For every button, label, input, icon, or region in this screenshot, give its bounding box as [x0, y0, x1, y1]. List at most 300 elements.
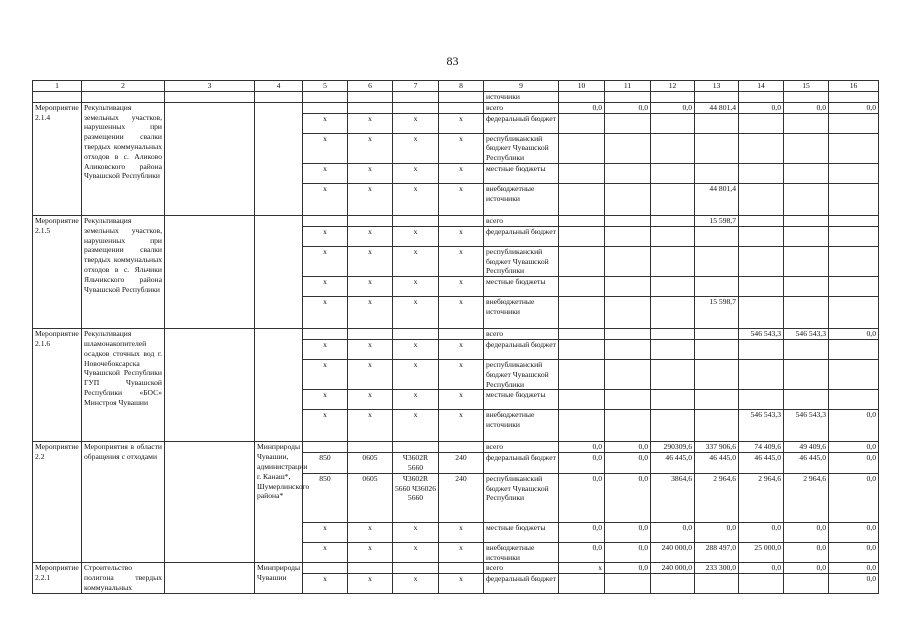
- funding-source-cell: всего: [484, 329, 559, 340]
- value-cell-c12: [651, 163, 695, 183]
- value-cell-c7: x: [393, 277, 439, 297]
- value-cell-c13: 44 801,4: [695, 102, 739, 113]
- value-cell-c8: x: [439, 339, 484, 359]
- value-cell-c15: 0,0: [784, 102, 829, 113]
- empty-cell: [695, 92, 739, 103]
- column-number-11: 11: [605, 81, 651, 92]
- value-cell-c7: x: [393, 410, 439, 442]
- value-cell-c16: [829, 297, 879, 329]
- value-cell-c11: [605, 163, 651, 183]
- empty-cell: [605, 92, 651, 103]
- value-cell-c16: [829, 113, 879, 133]
- value-cell-c6: x: [348, 226, 393, 246]
- funding-source-cell: всего: [484, 215, 559, 226]
- value-cell-c8: x: [439, 277, 484, 297]
- value-cell-c7: x: [393, 163, 439, 183]
- funding-source-cell: республиканский бюджет Чувашской Республики: [484, 133, 559, 163]
- value-cell-c13: [695, 246, 739, 276]
- value-cell-c5: x: [303, 133, 348, 163]
- value-cell-c8: x: [439, 359, 484, 389]
- value-cell-c5: x: [303, 277, 348, 297]
- value-cell-c6: x: [348, 133, 393, 163]
- value-cell-c16: [829, 215, 879, 226]
- value-cell-c15: [784, 113, 829, 133]
- value-cell-c13: 337 906,6: [695, 442, 739, 453]
- value-cell-c8: x: [439, 133, 484, 163]
- value-cell-c13: [695, 390, 739, 410]
- value-cell-c10: [559, 410, 605, 442]
- value-cell-c11: [605, 297, 651, 329]
- column-number-8: 8: [439, 81, 484, 92]
- value-cell-c8: x: [439, 390, 484, 410]
- value-cell-c5: x: [303, 390, 348, 410]
- value-cell-c12: [651, 113, 695, 133]
- value-cell-c8: [439, 442, 484, 453]
- value-cell-c10: [559, 183, 605, 215]
- value-cell-c6: [348, 329, 393, 340]
- value-cell-c7: x: [393, 522, 439, 542]
- value-cell-c14: 0,0: [739, 102, 784, 113]
- value-cell-c15: [784, 246, 829, 276]
- value-cell-c14: [739, 359, 784, 389]
- value-cell-c10: [559, 339, 605, 359]
- event-name-cell: Рекультивация шламонакопителей осадков сточных вод г. Новочебоксарска Чувашской Республики ГУП Чувашской Республики «БОС» Минстроя Чувашии: [82, 329, 165, 442]
- value-cell-c15: [784, 133, 829, 163]
- value-cell-c8: x: [439, 246, 484, 276]
- value-cell-c7: x: [393, 359, 439, 389]
- value-cell-c11: [605, 574, 651, 594]
- value-cell-c16: 0,0: [829, 574, 879, 594]
- value-cell-c15: 0,0: [784, 522, 829, 542]
- value-cell-c7: x: [393, 339, 439, 359]
- value-cell-c10: 0,0: [559, 453, 605, 474]
- value-cell-c13: 0,0: [695, 522, 739, 542]
- value-cell-c12: [651, 277, 695, 297]
- funding-source-cell: всего: [484, 102, 559, 113]
- column-number-12: 12: [651, 81, 695, 92]
- value-cell-c5: x: [303, 522, 348, 542]
- funding-source-cell: всего: [484, 442, 559, 453]
- value-cell-c13: 2 964,6: [695, 473, 739, 522]
- value-cell-c14: 546 543,3: [739, 329, 784, 340]
- funding-source-cell: федеральный бюджет: [484, 453, 559, 474]
- value-cell-c7: [393, 442, 439, 453]
- value-cell-c6: x: [348, 163, 393, 183]
- value-cell-c12: 3864,6: [651, 473, 695, 522]
- table-row: [33, 102, 879, 113]
- value-cell-c11: 0,0: [605, 102, 651, 113]
- continuation-source-cell: источники: [484, 92, 559, 103]
- value-cell-c8: [439, 215, 484, 226]
- value-cell-c6: [348, 442, 393, 453]
- value-cell-c12: [651, 246, 695, 276]
- value-cell-c5: x: [303, 297, 348, 329]
- value-cell-c15: [784, 390, 829, 410]
- value-cell-c8: x: [439, 163, 484, 183]
- value-cell-c10: [559, 329, 605, 340]
- funding-source-cell: внебюджетные источники: [484, 410, 559, 442]
- value-cell-c16: [829, 277, 879, 297]
- value-cell-c13: [695, 339, 739, 359]
- value-cell-c14: 25 000,0: [739, 542, 784, 563]
- value-cell-c13: 15 598,7: [695, 297, 739, 329]
- column-number-9: 9: [484, 81, 559, 92]
- table-row: [33, 442, 879, 453]
- value-cell-c14: [739, 390, 784, 410]
- column-number-3: 3: [165, 81, 255, 92]
- value-cell-c5: [303, 102, 348, 113]
- value-cell-c10: [559, 163, 605, 183]
- funding-source-cell: внебюджетные источники: [484, 542, 559, 563]
- value-cell-c10: x: [559, 563, 605, 574]
- value-cell-c16: [829, 183, 879, 215]
- value-cell-c14: [739, 113, 784, 133]
- value-cell-c16: 0,0: [829, 542, 879, 563]
- value-cell-c6: [348, 102, 393, 113]
- value-cell-c13: [695, 574, 739, 594]
- value-cell-c10: [559, 246, 605, 276]
- program-cell: [165, 102, 255, 215]
- executor-cell: [255, 102, 303, 215]
- value-cell-c16: [829, 246, 879, 276]
- event-code-cell: Мероприятие 2.1.5: [33, 215, 82, 328]
- value-cell-c13: [695, 133, 739, 163]
- value-cell-c6: x: [348, 297, 393, 329]
- value-cell-c5: 850: [303, 473, 348, 522]
- value-cell-c11: [605, 215, 651, 226]
- value-cell-c7: Ч3602R 5660 Ч36026 5660: [393, 473, 439, 522]
- value-cell-c14: [739, 133, 784, 163]
- program-cell: [165, 563, 255, 594]
- value-cell-c8: x: [439, 113, 484, 133]
- value-cell-c6: x: [348, 390, 393, 410]
- column-number-13: 13: [695, 81, 739, 92]
- value-cell-c6: x: [348, 339, 393, 359]
- value-cell-c7: x: [393, 574, 439, 594]
- value-cell-c16: [829, 226, 879, 246]
- value-cell-c15: [784, 226, 829, 246]
- value-cell-c14: 2 964,6: [739, 473, 784, 522]
- value-cell-c5: [303, 563, 348, 574]
- event-code-cell: Мероприятие 2.1.4: [33, 102, 82, 215]
- empty-cell: [739, 92, 784, 103]
- value-cell-c7: x: [393, 297, 439, 329]
- value-cell-c12: 290309,6: [651, 442, 695, 453]
- funding-source-cell: внебюджетные источники: [484, 183, 559, 215]
- value-cell-c16: 0,0: [829, 410, 879, 442]
- value-cell-c5: [303, 329, 348, 340]
- value-cell-c6: x: [348, 359, 393, 389]
- value-cell-c5: x: [303, 359, 348, 389]
- value-cell-c5: x: [303, 226, 348, 246]
- value-cell-c11: 0,0: [605, 453, 651, 474]
- value-cell-c16: 0,0: [829, 329, 879, 340]
- value-cell-c10: 0,0: [559, 442, 605, 453]
- value-cell-c12: [651, 297, 695, 329]
- value-cell-c11: [605, 359, 651, 389]
- value-cell-c11: [605, 113, 651, 133]
- value-cell-c5: x: [303, 339, 348, 359]
- value-cell-c8: x: [439, 183, 484, 215]
- value-cell-c10: [559, 215, 605, 226]
- empty-cell: [439, 92, 484, 103]
- column-number-1: 1: [33, 81, 82, 92]
- value-cell-c14: [739, 277, 784, 297]
- value-cell-c16: [829, 390, 879, 410]
- value-cell-c11: 0,0: [605, 522, 651, 542]
- value-cell-c10: [559, 133, 605, 163]
- value-cell-c5: 850: [303, 453, 348, 474]
- value-cell-c5: x: [303, 113, 348, 133]
- value-cell-c12: [651, 183, 695, 215]
- value-cell-c12: [651, 133, 695, 163]
- value-cell-c13: 288 497,0: [695, 542, 739, 563]
- column-number-14: 14: [739, 81, 784, 92]
- event-name-cell: Строительство полигона твердых коммунальных: [82, 563, 165, 594]
- value-cell-c5: x: [303, 163, 348, 183]
- value-cell-c7: x: [393, 113, 439, 133]
- value-cell-c5: x: [303, 542, 348, 563]
- value-cell-c6: x: [348, 574, 393, 594]
- event-code-cell: Мероприятие 2.2.1: [33, 563, 82, 594]
- empty-cell: [651, 92, 695, 103]
- value-cell-c13: [695, 410, 739, 442]
- value-cell-c6: x: [348, 277, 393, 297]
- value-cell-c8: 240: [439, 473, 484, 522]
- value-cell-c13: 44 801,4: [695, 183, 739, 215]
- table-row: [33, 329, 879, 340]
- value-cell-c8: [439, 102, 484, 113]
- value-cell-c15: [784, 215, 829, 226]
- value-cell-c11: [605, 246, 651, 276]
- column-number-5: 5: [303, 81, 348, 92]
- empty-cell: [348, 92, 393, 103]
- table-row: [33, 563, 879, 574]
- funding-source-cell: федеральный бюджет: [484, 574, 559, 594]
- value-cell-c10: 0,0: [559, 102, 605, 113]
- value-cell-c16: 0,0: [829, 473, 879, 522]
- funding-source-cell: федеральный бюджет: [484, 113, 559, 133]
- event-name-cell: Рекультивация земельных участков, нарушенных при размещении свалки твердых коммунальных отходов в с. Аликово Аликовского района Чувашской Республики: [82, 102, 165, 215]
- value-cell-c16: [829, 359, 879, 389]
- funding-source-cell: местные бюджеты: [484, 163, 559, 183]
- executor-cell: [255, 215, 303, 328]
- value-cell-c14: [739, 339, 784, 359]
- value-cell-c14: 46 445,0: [739, 453, 784, 474]
- value-cell-c15: 546 543,3: [784, 329, 829, 340]
- value-cell-c11: 0,0: [605, 542, 651, 563]
- funding-source-cell: местные бюджеты: [484, 522, 559, 542]
- value-cell-c14: 74 409,6: [739, 442, 784, 453]
- value-cell-c14: 546 543,3: [739, 410, 784, 442]
- value-cell-c13: [695, 163, 739, 183]
- value-cell-c15: [784, 574, 829, 594]
- budget-table: [32, 80, 879, 594]
- value-cell-c16: 0,0: [829, 102, 879, 113]
- value-cell-c8: x: [439, 410, 484, 442]
- value-cell-c12: [651, 574, 695, 594]
- value-cell-c13: [695, 113, 739, 133]
- value-cell-c16: [829, 163, 879, 183]
- executor-cell: Минприроды Чувашии, администрации г. Канаш*, Шумерлинского района*: [255, 442, 303, 563]
- empty-cell: [255, 92, 303, 103]
- funding-source-cell: республиканский бюджет Чувашской Республики: [484, 473, 559, 522]
- value-cell-c6: x: [348, 183, 393, 215]
- event-name-cell: Рекультивация земельных участков, нарушенных при размещении свалки твердых коммунальных отходов в с. Яльчики Яльчикского района Чувашской Республики: [82, 215, 165, 328]
- value-cell-c10: [559, 390, 605, 410]
- value-cell-c12: 0,0: [651, 102, 695, 113]
- value-cell-c11: [605, 390, 651, 410]
- value-cell-c10: [559, 297, 605, 329]
- empty-cell: [393, 92, 439, 103]
- continuation-row: [33, 92, 879, 103]
- value-cell-c11: [605, 133, 651, 163]
- value-cell-c13: 15 598,7: [695, 215, 739, 226]
- value-cell-c5: [303, 215, 348, 226]
- value-cell-c6: x: [348, 410, 393, 442]
- value-cell-c8: 240: [439, 453, 484, 474]
- column-number-7: 7: [393, 81, 439, 92]
- value-cell-c10: [559, 113, 605, 133]
- column-number-16: 16: [829, 81, 879, 92]
- value-cell-c11: 0,0: [605, 473, 651, 522]
- value-cell-c13: 233 300,0: [695, 563, 739, 574]
- column-number-10: 10: [559, 81, 605, 92]
- value-cell-c13: 46 445,0: [695, 453, 739, 474]
- value-cell-c8: x: [439, 297, 484, 329]
- event-code-cell: Мероприятие 2.1.6: [33, 329, 82, 442]
- value-cell-c14: 0,0: [739, 522, 784, 542]
- value-cell-c16: 0,0: [829, 563, 879, 574]
- value-cell-c13: [695, 359, 739, 389]
- value-cell-c7: Ч3602R 5660: [393, 453, 439, 474]
- value-cell-c15: [784, 183, 829, 215]
- value-cell-c6: x: [348, 246, 393, 276]
- value-cell-c7: x: [393, 246, 439, 276]
- value-cell-c15: [784, 297, 829, 329]
- value-cell-c8: x: [439, 542, 484, 563]
- value-cell-c7: [393, 329, 439, 340]
- value-cell-c8: x: [439, 226, 484, 246]
- empty-cell: [82, 92, 165, 103]
- value-cell-c5: x: [303, 183, 348, 215]
- value-cell-c16: 0,0: [829, 442, 879, 453]
- value-cell-c8: x: [439, 522, 484, 542]
- value-cell-c7: x: [393, 542, 439, 563]
- value-cell-c15: 0,0: [784, 542, 829, 563]
- value-cell-c15: [784, 359, 829, 389]
- value-cell-c6: 0605: [348, 473, 393, 522]
- value-cell-c15: 546 543,3: [784, 410, 829, 442]
- value-cell-c10: 0,0: [559, 542, 605, 563]
- value-cell-c10: [559, 277, 605, 297]
- value-cell-c13: [695, 226, 739, 246]
- value-cell-c11: [605, 339, 651, 359]
- value-cell-c6: x: [348, 522, 393, 542]
- value-cell-c15: [784, 339, 829, 359]
- value-cell-c8: x: [439, 574, 484, 594]
- empty-cell: [784, 92, 829, 103]
- value-cell-c14: [739, 183, 784, 215]
- funding-source-cell: местные бюджеты: [484, 277, 559, 297]
- value-cell-c12: [651, 215, 695, 226]
- value-cell-c11: 0,0: [605, 563, 651, 574]
- value-cell-c10: [559, 226, 605, 246]
- value-cell-c6: x: [348, 113, 393, 133]
- funding-source-cell: федеральный бюджет: [484, 339, 559, 359]
- value-cell-c14: [739, 215, 784, 226]
- column-number-15: 15: [784, 81, 829, 92]
- value-cell-c15: 46 445,0: [784, 453, 829, 474]
- value-cell-c13: [695, 329, 739, 340]
- value-cell-c11: [605, 277, 651, 297]
- value-cell-c6: [348, 215, 393, 226]
- value-cell-c12: 0,0: [651, 522, 695, 542]
- column-number-2: 2: [82, 81, 165, 92]
- funding-source-cell: внебюджетные источники: [484, 297, 559, 329]
- value-cell-c11: [605, 226, 651, 246]
- value-cell-c12: 240 000,0: [651, 563, 695, 574]
- value-cell-c5: x: [303, 246, 348, 276]
- value-cell-c12: [651, 390, 695, 410]
- event-name-cell: Мероприятия в области обращения с отходами: [82, 442, 165, 563]
- empty-cell: [303, 92, 348, 103]
- value-cell-c12: [651, 329, 695, 340]
- funding-source-cell: республиканский бюджет Чувашской Республики: [484, 246, 559, 276]
- table-body: [33, 81, 879, 594]
- value-cell-c11: [605, 410, 651, 442]
- program-cell: [165, 215, 255, 328]
- value-cell-c16: [829, 339, 879, 359]
- value-cell-c14: [739, 574, 784, 594]
- value-cell-c5: x: [303, 410, 348, 442]
- value-cell-c5: x: [303, 574, 348, 594]
- value-cell-c12: [651, 410, 695, 442]
- value-cell-c11: [605, 329, 651, 340]
- value-cell-c10: 0,0: [559, 522, 605, 542]
- table-row: [33, 215, 879, 226]
- value-cell-c13: [695, 277, 739, 297]
- value-cell-c7: [393, 102, 439, 113]
- value-cell-c10: 0,0: [559, 473, 605, 522]
- program-cell: [165, 329, 255, 442]
- funding-source-cell: всего: [484, 563, 559, 574]
- value-cell-c7: x: [393, 390, 439, 410]
- value-cell-c6: 0605: [348, 453, 393, 474]
- value-cell-c14: [739, 163, 784, 183]
- value-cell-c11: 0,0: [605, 442, 651, 453]
- empty-cell: [165, 92, 255, 103]
- value-cell-c16: 0,0: [829, 522, 879, 542]
- value-cell-c12: [651, 226, 695, 246]
- value-cell-c6: x: [348, 542, 393, 563]
- value-cell-c14: [739, 246, 784, 276]
- value-cell-c15: 49 409,6: [784, 442, 829, 453]
- value-cell-c10: [559, 359, 605, 389]
- value-cell-c12: [651, 359, 695, 389]
- value-cell-c7: x: [393, 133, 439, 163]
- value-cell-c14: [739, 297, 784, 329]
- column-number-row: [33, 81, 879, 92]
- value-cell-c7: [393, 563, 439, 574]
- value-cell-c15: 2 964,6: [784, 473, 829, 522]
- value-cell-c12: 240 000,0: [651, 542, 695, 563]
- column-number-6: 6: [348, 81, 393, 92]
- value-cell-c16: [829, 133, 879, 163]
- empty-cell: [829, 92, 879, 103]
- value-cell-c6: [348, 563, 393, 574]
- value-cell-c7: [393, 215, 439, 226]
